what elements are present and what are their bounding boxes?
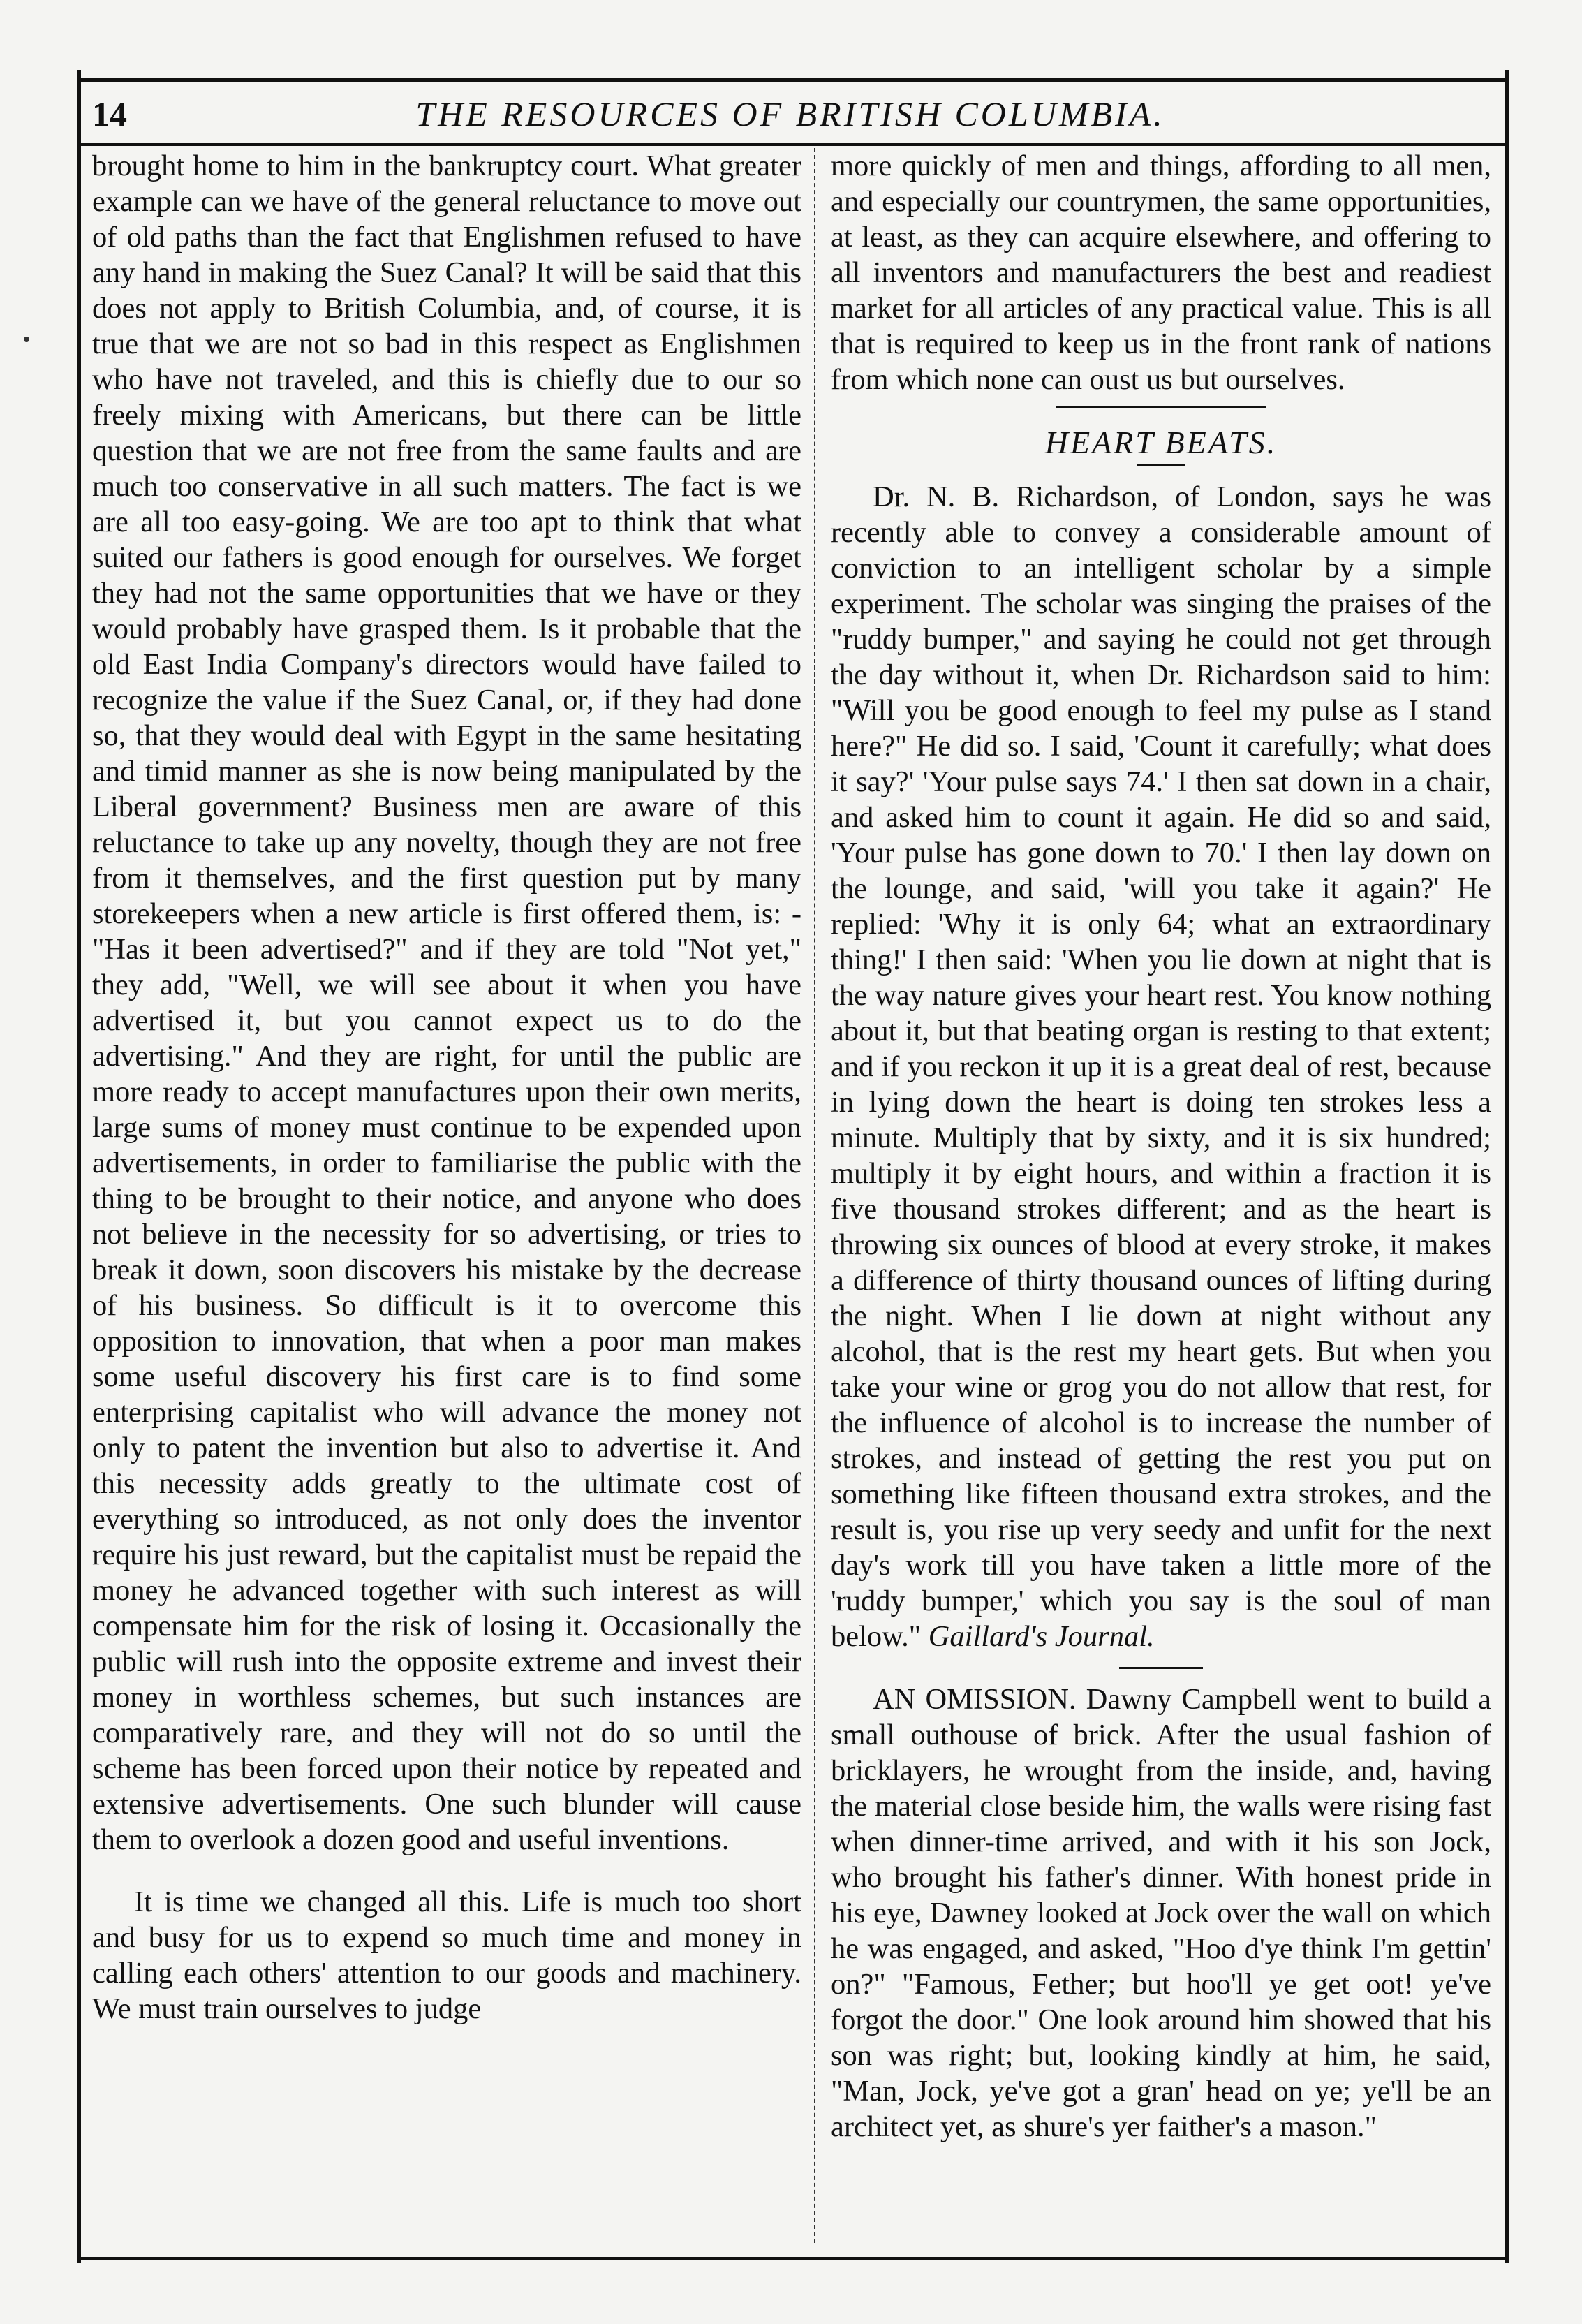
top-rule xyxy=(77,78,1509,82)
article-credit: Gaillard's Journal. xyxy=(928,1620,1155,1653)
left-paragraph-1: brought home to him in the bankruptcy court. What greater example can we have of the general reluctance to move out of old paths than the fact that Englishmen refused to have any hand in making the Suez Canal? It will be said that this does not apply to British Columbia, and, of course, it is true that we are not so bad in this respect as Englishmen who have not traveled, and this is chiefly due to our so freely mixing with Americans, but there can be little question that we are not free from the same faults and are much too conservative in all such matters. The fact is we are all too easy-going. We are too apt to think that what suited our fathers is good enough for ourselves. We forget they had not the same opportunities that we have or they would probably have grasped them. Is it probable that the old East India Company's directors would have failed to recognize the value if the Suez Canal, or, if they had done so, that they would deal with Egypt in the same hesitating and timid manner as she is now being manipulated by the Liberal government? Business men are aware of this reluctance to take up any novelty, though they are not free from it themselves, and the first question put by many storekeepers when a new article is first offered them, is: - "Has it been advertised?" and if they are told "Not yet," they add, "Well, we will see about it when you have advertised it, but you cannot expect us to do the advertising." And they are right, for until the public are more ready to accept manufactures upon their own merits, large sums of money must continue to be expended upon advertisements, in order to familiarise the public with the thing to be brought to their notice, and anyone who does not believe in the necessity for so advertising, or tries to break it down, soon discovers his mistake by the decrease of his business. So difficult is it to overcome this opposition to innovation, that when a poor man makes some useful discovery his first care is to find some enterprising capitalist who will advance the money not only to patent the invention but also to advertise it. And this necessity adds greatly to the ultimate cost of everything so introduced, as not only does the inventor require his just reward, but the capitalist must be repaid the money he advanced together with such interest as will compensate him for the risk of losing it. Occasionally the public will rush into the opposite extreme and invest their money in worthless schemes, but such instances are comparatively rare, and they will not do so until the scheme has been forced upon their notice by repeated and extensive advertisements. One such blunder will cause them to overlook a dozen good and useful inventions. xyxy=(92,149,801,1856)
journal-title: THE RESOURCES OF BRITISH COLUMBIA. xyxy=(415,94,1165,133)
left-paragraph-2: It is time we changed all this. Life is much too short and busy for us to expend so much time and money in calling each others' attention to our goods and machinery. We must train ourselves to judge xyxy=(92,1885,801,2025)
column-divider xyxy=(814,148,815,2243)
section-rule-above xyxy=(1056,406,1266,408)
header-rule xyxy=(81,143,1505,146)
bottom-rule xyxy=(77,2257,1509,2260)
page-number: 14 xyxy=(92,94,127,133)
right-paragraph-1: more quickly of men and things, affording to all men, and especially our countrymen, the same opportunities, at least, as they can acquire elsewhere, and offering to all inventors and manufacturers the best and readiest market for all articles of any practical value. This is all that is required to keep us in the front rank of nations from which none can oust us but ourselves. xyxy=(831,149,1491,396)
omission-article: AN OMISSION. Dawny Campbell went to build a small outhouse of brick. After the usual fashion of bricklayers, he wrought from the inside, and, having the material close beside him, the walls were rising fast when dinner-time arrived, and with it his son Jock, who brought his father's dinner. With honest pride in his eye, Dawney looked at Jock over the wall on which he was engaged, and asked, "Hoo d'ye think I'm gettin' on?" "Famous, Fether; but hoo'll ye get oot! ye've forgot the door." One look around him showed that his son was right; but, looking kindly at him, he said, "Man, Jock, ye've got a gran' head on ye; ye'll be an architect yet, as shure's yer faither's a mason." xyxy=(831,1683,1491,2143)
heart-beats-article xyxy=(831,479,1491,1654)
stray-ink-mark xyxy=(24,337,29,342)
heart-beats-text: Dr. N. B. Richardson, of London, says he was recently able to convey a considerable amount of conviction to an intelligent scholar by a simple experiment. The scholar was singing the praises of the "ruddy bumper," and saying he could not get through the day without it, when Dr. Richardson said to him: "Will you be good enough to feel my pulse as I stand here?" He did so. I said, 'Count it carefully; what does it say?' 'Your pulse says 74.' I then sat down in a chair, and asked him to count it again. He did so and said, 'Your pulse has gone down to 70.' I then lay down on the lounge, and said, 'will you take it again?' He replied: 'Why it is only 64; what an extraordinary thing!' I then said: 'When you lie down at night that is the way nature gives your heart rest. You know nothing about it, but that beating organ is resting to that extent; and if you reckon it up it is a great deal of rest, because in lying down the heart is doing ten strokes less a minute. Multiply that by sixty, and it is six hundred; multiply it by eight hours, and within a fraction it is five thousand strokes different; and as the heart is throwing six ounces of blood at every stroke, it makes a difference of thirty thousand ounces of lifting during the night. When I lie down at night without any alcohol, that is the rest my heart gets. But when you take your wine or grog you do not allow that rest, for the influence of alcohol is to increase the number of strokes, and instead of getting the rest you put on something like fifteen thousand extra strokes, and the result is, you rise up very seedy and unfit for the next day's work till you have taken a little more of the 'ruddy bumper,' which you say is the soul of man below." xyxy=(831,480,1491,1653)
section-title: HEART BEATS. xyxy=(1044,425,1278,460)
section-rule-below xyxy=(1137,464,1185,466)
right-column xyxy=(831,148,1491,2229)
page-header xyxy=(92,89,1488,145)
article-separator xyxy=(1119,1667,1203,1669)
left-column xyxy=(92,148,801,2229)
